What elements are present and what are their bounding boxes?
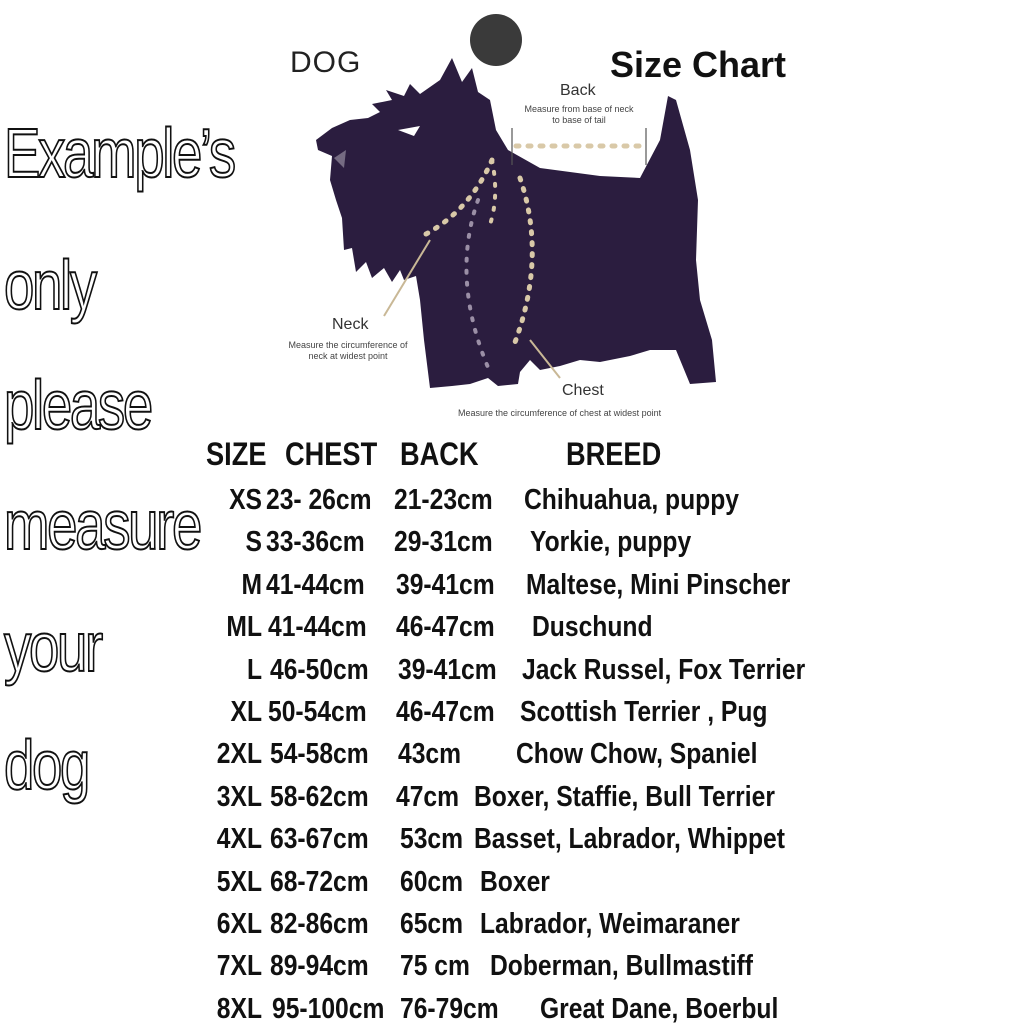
back-cell: 75 cm xyxy=(400,950,470,983)
chest-cell: 58-62cm xyxy=(270,780,369,813)
size-cell: 6XL xyxy=(216,908,262,940)
header-chest: CHEST xyxy=(285,436,378,472)
breed-cell: Jack Russel, Fox Terrier xyxy=(522,653,806,686)
table-row xyxy=(0,652,1024,694)
back-cell: 76-79cm xyxy=(400,992,499,1025)
table-row xyxy=(0,864,1024,906)
chest-cell: 95-100cm xyxy=(272,992,385,1025)
table-row xyxy=(0,948,1024,990)
back-cell: 39-41cm xyxy=(396,568,495,601)
chest-description: Measure the circumference of chest at widest point xyxy=(458,408,662,418)
table-row xyxy=(0,736,1024,778)
dog-label: DOG xyxy=(290,46,362,79)
table-row xyxy=(0,906,1024,948)
table-row xyxy=(0,609,1024,651)
size-cell: 4XL xyxy=(216,823,262,856)
back-cell: 47cm xyxy=(396,780,460,813)
size-cell: 5XL xyxy=(216,865,262,898)
chest-cell: 33-36cm xyxy=(266,526,365,559)
neck-description: Measure the circumference of neck at widest point xyxy=(288,340,408,361)
size-cell: 8XL xyxy=(216,992,262,1025)
header-back: BACK xyxy=(400,436,479,472)
table-row xyxy=(0,694,1024,736)
side-note-line: please xyxy=(4,366,151,444)
size-cell: ML xyxy=(226,611,262,644)
size-cell: XS xyxy=(229,484,262,516)
breed-cell: Great Dane, Boerbul xyxy=(540,992,779,1025)
back-cell: 21-23cm xyxy=(394,484,493,516)
breed-cell: Boxer, Staffie, Bull Terrier xyxy=(474,780,775,813)
breed-cell: Labrador, Weimaraner xyxy=(480,908,740,940)
side-note-line: measure xyxy=(4,486,201,564)
back-cell: 46-47cm xyxy=(396,696,495,728)
header-breed: BREED xyxy=(566,436,662,472)
breed-cell: Duschund xyxy=(532,611,653,644)
size-cell: 3XL xyxy=(216,780,262,813)
breed-cell: Chow Chow, Spaniel xyxy=(516,738,758,771)
back-cell: 46-47cm xyxy=(396,611,495,644)
back-cell: 65cm xyxy=(400,908,464,940)
size-chart-title: Size Chart xyxy=(610,44,787,85)
back-cell: 60cm xyxy=(400,865,464,898)
table-row xyxy=(0,991,1024,1033)
header-size: SIZE xyxy=(206,436,267,472)
chest-cell: 89-94cm xyxy=(270,950,369,983)
back-label: Back xyxy=(560,82,596,99)
breed-cell: Doberman, Bullmastiff xyxy=(490,950,753,983)
breed-cell: Chihuahua, puppy xyxy=(524,484,739,516)
chest-label: Chest xyxy=(562,382,604,399)
chest-cell: 50-54cm xyxy=(268,696,367,728)
chest-cell: 54-58cm xyxy=(270,738,369,771)
back-cell: 53cm xyxy=(400,823,464,856)
chest-cell: 41-44cm xyxy=(266,568,365,601)
chest-cell: 46-50cm xyxy=(270,653,369,686)
ball-icon xyxy=(470,14,522,66)
side-note-line: only xyxy=(4,246,95,324)
size-cell: L xyxy=(246,653,262,686)
size-cell: 7XL xyxy=(216,950,262,983)
chest-cell: 82-86cm xyxy=(270,908,369,940)
size-cell: M xyxy=(241,568,262,601)
breed-cell: Maltese, Mini Pinscher xyxy=(526,568,791,601)
size-cell: S xyxy=(245,526,262,559)
side-note-line: Example’s xyxy=(4,114,234,192)
table-row xyxy=(0,821,1024,863)
chest-cell: 63-67cm xyxy=(270,823,369,856)
table-row xyxy=(0,524,1024,566)
size-cell: 2XL xyxy=(216,738,262,771)
breed-cell: Boxer xyxy=(480,865,550,898)
side-note-line: your xyxy=(4,608,101,686)
table-row xyxy=(0,779,1024,821)
neck-label: Neck xyxy=(332,316,369,333)
chest-cell: 68-72cm xyxy=(270,865,369,898)
table-row xyxy=(0,482,1024,524)
breed-cell: Scottish Terrier , Pug xyxy=(520,696,768,728)
breed-cell: Basset, Labrador, Whippet xyxy=(474,823,785,856)
chest-cell: 23- 26cm xyxy=(266,484,372,516)
back-cell: 43cm xyxy=(398,738,462,771)
table-row xyxy=(0,567,1024,609)
chest-cell: 41-44cm xyxy=(268,611,367,644)
size-cell: XL xyxy=(230,696,262,728)
back-cell: 29-31cm xyxy=(394,526,493,559)
breed-cell: Yorkie, puppy xyxy=(530,526,692,559)
back-description: Measure from base of neck to base of tail xyxy=(524,104,634,125)
side-note-line: dog xyxy=(4,726,89,804)
back-cell: 39-41cm xyxy=(398,653,497,686)
